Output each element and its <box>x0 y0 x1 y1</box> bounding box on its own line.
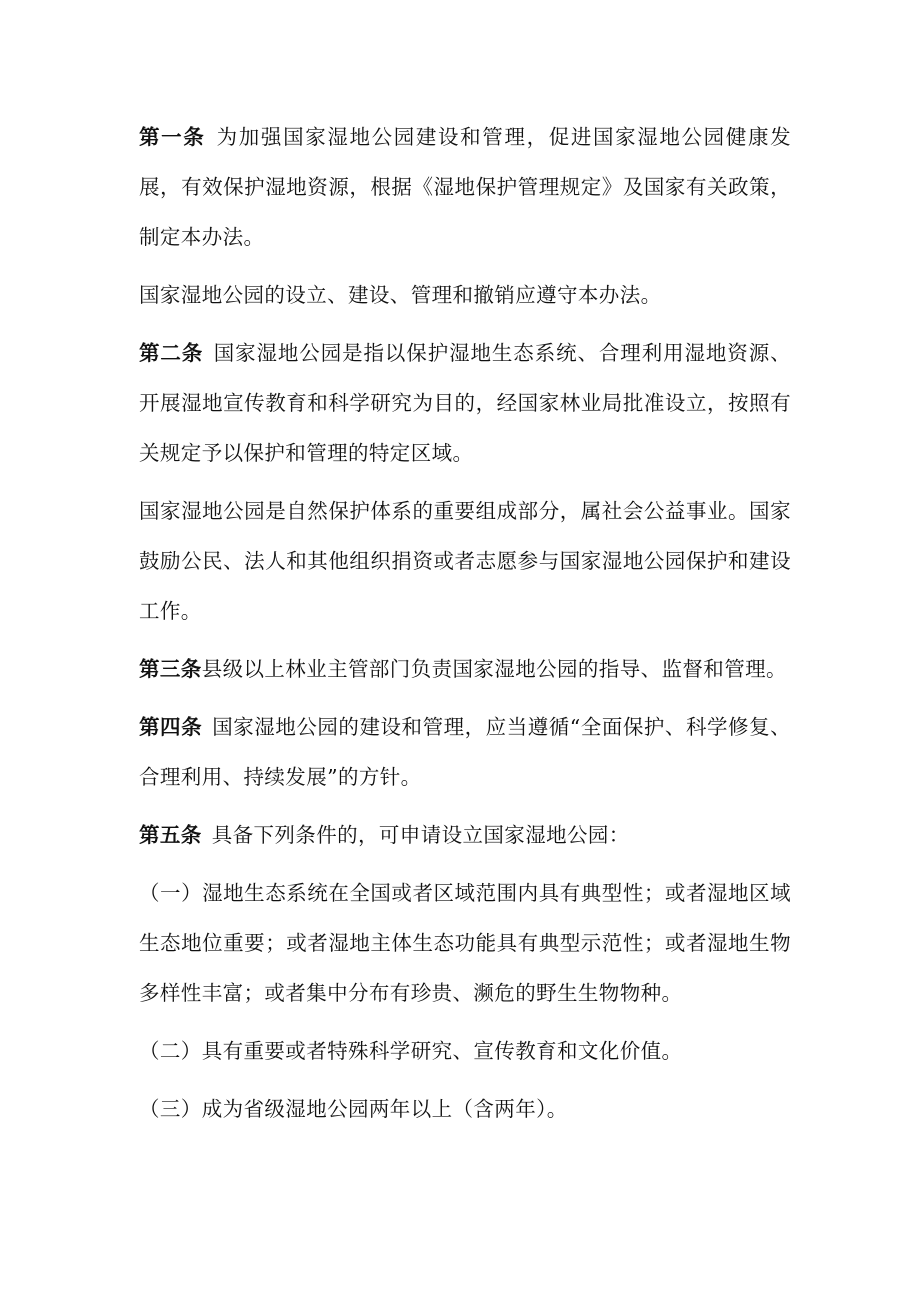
article-5-label: 第五条 <box>139 823 202 847</box>
article-5-item-3-text: （三）成为省级湿地公园两年以上（含两年）。 <box>139 1097 568 1121</box>
article-4-text: 国家湿地公园的建设和管理，应当遵循“全面保护、科学修复、合理利用、持续发展”的方针。 <box>139 715 791 789</box>
article-2-clause-text: 国家湿地公园是自然保护体系的重要组成部分，属社会公益事业。国家鼓励公民、法人和其他组织捐资或者志愿参与国家湿地公园保护和建设工作。 <box>139 499 791 623</box>
article-2-paragraph <box>139 328 791 478</box>
article-1-label: 第一条 <box>139 125 206 149</box>
article-3-label: 第三条 <box>139 657 202 681</box>
article-1-paragraph <box>139 112 791 262</box>
article-2-label: 第二条 <box>139 341 204 365</box>
article-5-item-2-text: （二）具有重要或者特殊科学研究、宣传教育和文化价值。 <box>139 1039 683 1063</box>
article-4-label: 第四条 <box>139 715 203 739</box>
article-3-paragraph <box>139 644 791 694</box>
article-1-text: 为加强国家湿地公园建设和管理，促进国家湿地公园健康发展，有效保护湿地资源，根据《湿地保护管理规定》及国家有关政策，制定本办法。 <box>139 125 791 249</box>
article-4-paragraph <box>139 702 791 802</box>
article-1-clause-paragraph <box>139 270 791 320</box>
article-5-text: 具备下列条件的，可申请设立国家湿地公园： <box>211 823 630 847</box>
article-5-item-3 <box>139 1084 791 1134</box>
article-1-clause-text: 国家湿地公园的设立、建设、管理和撤销应遵守本办法。 <box>139 283 662 307</box>
article-2-clause-paragraph <box>139 486 791 636</box>
article-5-item-1 <box>139 868 791 1018</box>
article-3-text: 县级以上林业主管部门负责国家湿地公园的指导、监督和管理。 <box>201 657 787 681</box>
article-5-paragraph <box>139 810 791 860</box>
article-2-text: 国家湿地公园是指以保护湿地生态系统、合理利用湿地资源、开展湿地宣传教育和科学研究为目的，经国家林业局批准设立，按照有关规定予以保护和管理的特定区域。 <box>139 341 791 465</box>
article-5-item-1-text: （一）湿地生态系统在全国或者区域范围内具有典型性；或者湿地区域生态地位重要；或者湿地主体生态功能具有典型示范性；或者湿地生物多样性丰富；或者集中分布有珍贵、濒危的野生生物物种。 <box>139 881 791 1005</box>
document-body <box>139 112 791 1134</box>
article-5-item-2 <box>139 1026 791 1076</box>
